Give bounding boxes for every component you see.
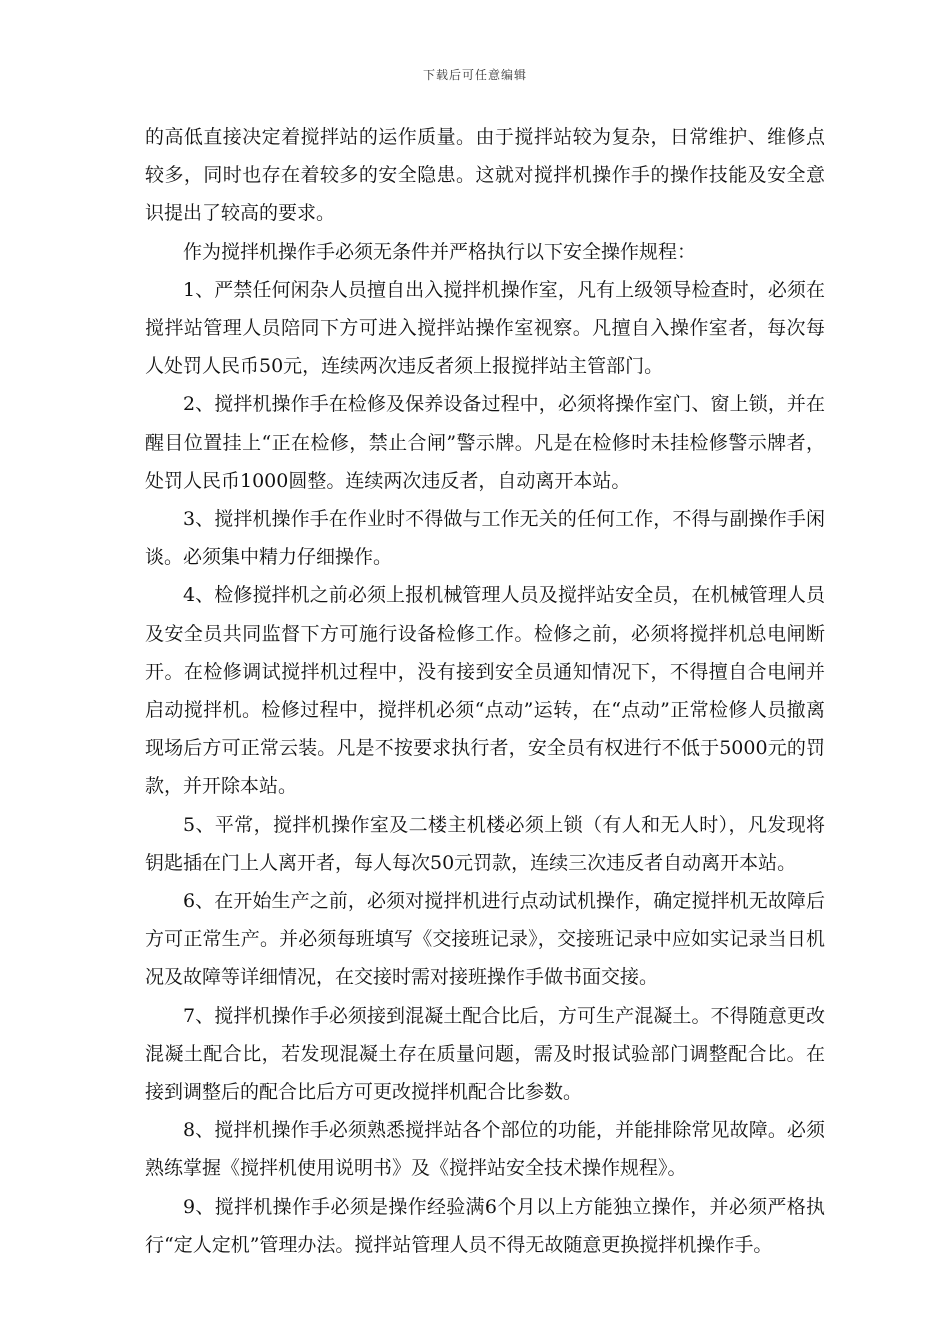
rule-item-4: 4、检修搅拌机之前必须上报机械管理人员及搅拌站安全员，在机械管理人员及安全员共同监督下方可施行设备检修工作。检修之前，必须将搅拌机总电闸断开。在检修调试搅拌机过程中，没有接到安全员通知情况下，不得擅自合电闸并启动搅拌机。检修过程中，搅拌机必须“点动”运转，在“点动”正常检修人员撤离现场后方可正常云装。凡是不按要求执行者，安全员有权进行不低于5000元的罚款，并开除本站。 <box>145 584 825 798</box>
rule-item-9: 9、搅拌机操作手必须是操作经验满6个月以上方能独立操作，并必须严格执行“定人定机”管理办法。搅拌站管理人员不得无故随意更换搅拌机操作手。 <box>145 1195 825 1256</box>
rule-item-5: 5、平常，搅拌机操作室及二楼主机楼必须上锁（有人和无人时），凡发现将钥匙插在门上人离开者，每人每次50元罚款，连续三次违反者自动离开本站。 <box>145 813 825 874</box>
rule-item-1: 1、严禁任何闲杂人员擅自出入搅拌机操作室，凡有上级领导检查时，必须在搅拌站管理人员陪同下方可进入搅拌站操作室视察。凡擅自入操作室者，每次每人处罚人民币50元，连续两次违反者须上报搅拌站主管部门。 <box>145 278 825 378</box>
rule-item-6: 6、在开始生产之前，必须对搅拌机进行点动试机操作，确定搅拌机无故障后方可正常生产。并必须每班填写《交接班记录》，交接班记录中应如实记录当日机况及故障等详细情况，在交接时需对接班操作手做书面交接。 <box>145 890 825 989</box>
rule-item-3: 3、搅拌机操作手在作业时不得做与工作无关的任何工作，不得与副操作手闲谈。必须集中精力仔细操作。 <box>145 508 825 569</box>
rule-item-2: 2、搅拌机操作手在检修及保养设备过程中，必须将操作室门、窗上锁，并在醒目位置挂上“正在检修，禁止合闸”警示牌。凡是在检修时未挂检修警示牌者，处罚人民币1000圆整。连续两次违反者，自动离开本站。 <box>145 393 825 492</box>
rule-item-7: 7、搅拌机操作手必须接到混凝土配合比后，方可生产混凝土。不得随意更改混凝土配合比，若发现混凝土存在质量问题，需及时报试验部门调整配合比。在接到调整后的配合比后方可更改搅拌机配合比参数。 <box>145 1004 825 1104</box>
rule-item-8: 8、搅拌机操作手必须熟悉搅拌站各个部位的功能，并能排除常见故障。必须熟练掌握《搅拌机使用说明书》及《搅拌站安全技术操作规程》。 <box>145 1119 825 1180</box>
paragraph-continuation: 的高低直接决定着搅拌站的运作质量。由于搅拌站较为复杂，日常维护、维修点较多，同时也存在着较多的安全隐患。这就对搅拌机操作手的操作技能及安全意识提出了较高的要求。 <box>145 126 825 225</box>
paragraph-intro: 作为搅拌机操作手必须无条件并严格执行以下安全操作规程： <box>183 240 697 263</box>
document-body <box>145 118 825 1264</box>
page-header: 下载后可任意编辑 <box>422 68 527 82</box>
